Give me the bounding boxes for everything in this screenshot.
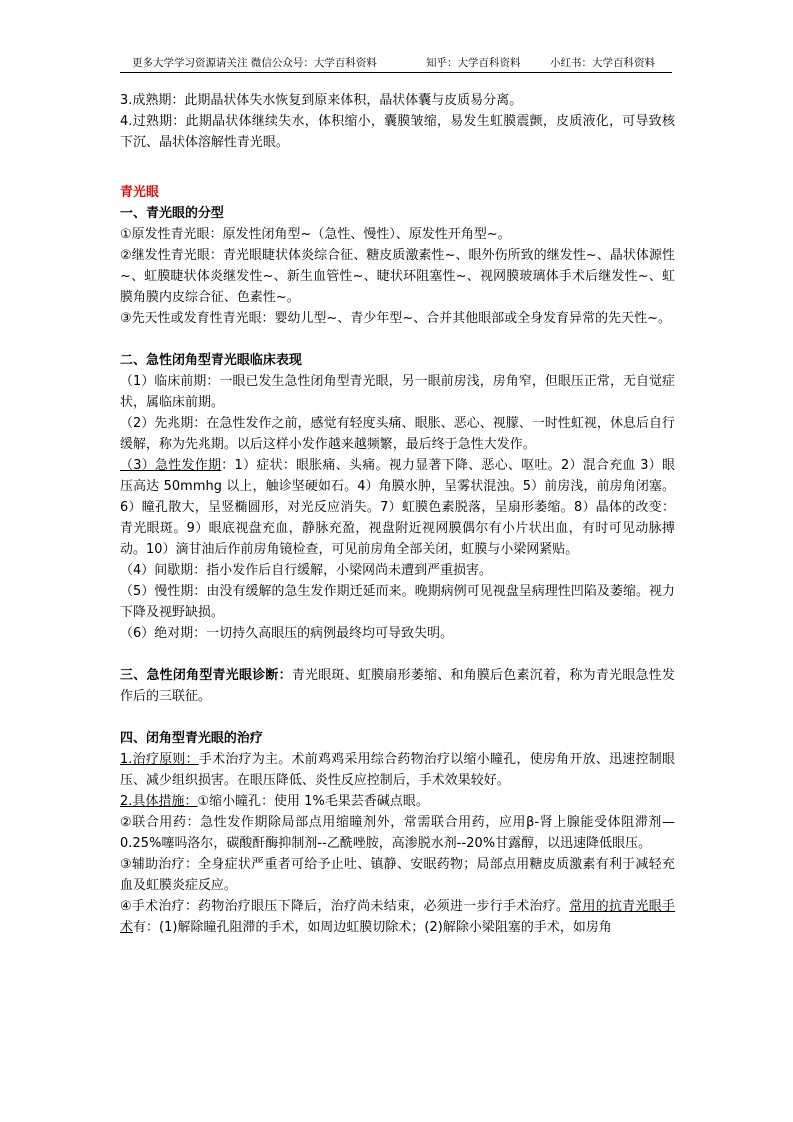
page-header xyxy=(120,54,672,73)
treatment-combined: ②联合用药：急性发作期除局部点用缩瞳剂外，常需联合用药，应用β-肾上腺能受体阻滞剂—0.25%噻吗洛尔，碳酸酐酶抑制剂--乙酰唑胺，高渗脱水剂--20%甘露醇，以迅速降低眼压。 xyxy=(120,815,675,851)
classification-item: ③先天性或发育性青光眼：婴幼儿型~、青少年型~、合并其他眼部或全身发育异常的先天性~。 xyxy=(120,311,671,326)
treatment-heading: 四、闭角型青光眼的治疗 xyxy=(120,731,263,746)
principle-text: 手术治疗为主。术前鸡鸡采用综合药物治疗以缩小瞳孔，使房角开放、迅速控制眼压、减少组织损害。在眼压降低、炎性反应控制后，手术效果较好。 xyxy=(120,752,675,788)
treatment-principle xyxy=(120,749,675,791)
clinical-preclinical: （1）临床前期：一眼已发生急性闭角型青光眼，另一眼前房浅，房角窄，但眼压正常，无自觉症状，属临床前期。 xyxy=(120,374,675,410)
treatment-surgery xyxy=(120,896,675,938)
treatment-measures xyxy=(120,791,675,812)
acute-text: ：1）症状：眼胀痛、头痛。视力显著下降、恶心、呕吐。2）混合充血 3）眼压高达 50mmhg 以上，触诊坚硬如石。4）角膜水肿，呈雾状混浊。5）前房浅，前房角闭塞。6）瞳孔散大，呈竖椭圆形，对光反应消失。7）虹膜色素脱落，呈扇形萎缩。8）晶体的改变：青光眼斑。9）眼底视盘充血，静脉充盈，视盘附近视网膜偶尔有小片状出血，有时可见动脉搏动。10）滴甘油后作前房角镜检查，可见前房角全部关闭，虹膜与小梁网紧贴。 xyxy=(120,458,675,557)
clinical-absolute: （6）绝对期：一切持久高眼压的病例最终均可导致失明。 xyxy=(120,626,454,641)
clinical-acute xyxy=(120,455,675,560)
surgery-underlined: 常用的抗青光眼手术 xyxy=(120,899,675,935)
header-zhihu: 知乎：大学百科资料 xyxy=(426,57,521,69)
measures-label: 2.具体措施： xyxy=(120,794,198,809)
classification-heading: 一、青光眼的分型 xyxy=(120,206,224,221)
hypermature-stage: 4.过熟期：此期晶状体继续失水，体积缩小，囊膜皱缩，易发生虹膜震颤，皮质液化，可导致核下沉、晶状体溶解性青光眼。 xyxy=(120,114,675,150)
classification-item: ②继发性青光眼：青光眼睫状体炎综合征、糖皮质激素性~、眼外伤所致的继发性~、晶状体源性~、虹膜睫状体炎继发性~、新生血管性~、睫状环阻塞性~、视网膜玻璃体手术后继发性~、虹膜角膜内皮综合征、色素性~。 xyxy=(120,248,675,305)
section-title: 青光眼 xyxy=(120,185,159,200)
diagnosis-paragraph xyxy=(120,665,675,707)
clinical-prodromal: （2）先兆期：在急性发作之前，感觉有轻度头痛、眼胀、恶心、视朦、一时性虹视，休息后自行缓解，称为先兆期。以后这样小发作越来越频繁，最后终于急性大发作。 xyxy=(120,416,675,452)
clinical-intermittent: （4）间歇期：指小发作后自行缓解，小梁网尚未遭到严重损害。 xyxy=(120,563,493,578)
maturity-stage: 3.成熟期：此期晶状体失水恢复到原来体积，晶状体囊与皮质易分离。 xyxy=(120,93,523,108)
clinical-heading: 二、急性闭角型青光眼临床表现 xyxy=(120,353,302,368)
treatment-adjuvant: ③辅助治疗：全身症状严重者可给予止吐、镇静、安眠药物；局部点用糖皮质激素有利于减轻充血及虹膜炎症反应。 xyxy=(120,857,675,893)
header-wechat: 更多大学学习资源请关注 微信公众号：大学百科资料 xyxy=(132,57,377,69)
principle-label: 1.治疗原则： xyxy=(120,752,199,767)
diagnosis-text: 青光眼斑、虹膜扇形萎缩、和角膜后色素沉着，称为青光眼急性发作后的三联征。 xyxy=(120,668,675,704)
surgery-text-a: ④手术治疗：药物治疗眼压下降后，治疗尚未结束，必须进一步行手术治疗。 xyxy=(120,899,570,914)
diagnosis-heading: 三、急性闭角型青光眼诊断： xyxy=(120,668,292,683)
surgery-text-b: 有：(1)解除瞳孔阻滞的手术，如周边虹膜切除术；(2)解除小梁阻塞的手术，如房角 xyxy=(133,920,612,935)
header-xiaohongshu: 小红书：大学百科资料 xyxy=(550,57,655,69)
classification-item: ①原发性青光眼：原发性闭角型~（急性、慢性）、原发性开角型~。 xyxy=(120,227,511,242)
measures-text: ①缩小瞳孔：使用 1%毛果芸香碱点眼。 xyxy=(197,794,429,809)
acute-label: （3）急性发作期 xyxy=(120,458,222,473)
document-body xyxy=(120,90,675,938)
clinical-chronic: （5）慢性期：由没有缓解的急生发作期迁延而来。晚期病例可见视盘呈病理性凹陷及萎缩。视力下降及视野缺损。 xyxy=(120,584,675,620)
